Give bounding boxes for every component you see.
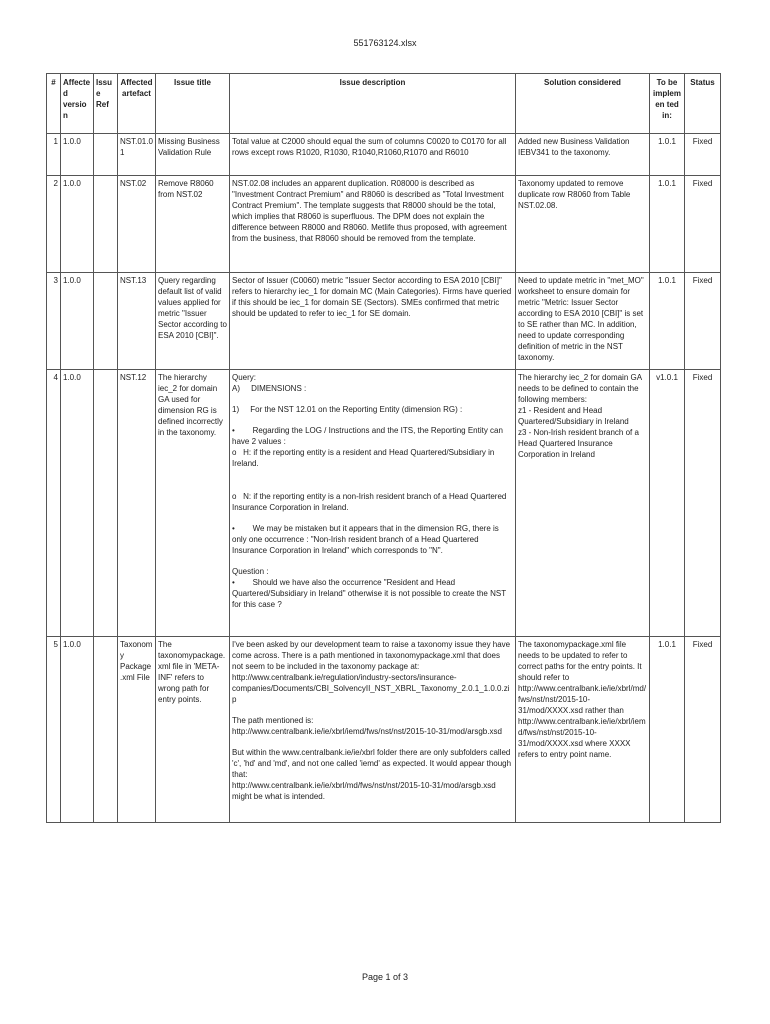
description-paragraph: o H: if the reporting entity is a resident and Head Quartered/Subsidiary in Ireland. <box>232 448 497 468</box>
row-artefact: NST.12 <box>118 370 156 637</box>
row-title: Query regarding default list of valid values applied for metric "Issuer Sector according to ESA 2010 [CBI]". <box>156 273 230 370</box>
row-version: 1.0.0 <box>61 370 94 637</box>
row-title: Missing Business Validation Rule <box>156 134 230 176</box>
table-row <box>47 637 721 823</box>
header-affected-version: Affected version <box>61 74 94 134</box>
row-title: Remove R8060 from NST.02 <box>156 176 230 273</box>
row-version: 1.0.0 <box>61 134 94 176</box>
row-version: 1.0.0 <box>61 273 94 370</box>
issues-table <box>46 73 721 823</box>
description-paragraph: o N: if the reporting entity is a non-Irish resident branch of a Head Quartered Insurance Corporation in Ireland. <box>232 492 509 512</box>
row-num: 5 <box>47 637 61 823</box>
description-paragraph: The path mentioned is: http://www.centralbank.ie/ie/xbrl/iemd/fws/nst/nst/2015-10-31/mod/arsgb.xsd <box>232 716 502 736</box>
table-row <box>47 273 721 370</box>
header-issue-ref: Issue Ref <box>94 74 118 134</box>
row-status: Fixed <box>685 176 721 273</box>
row-implemented: 1.0.1 <box>650 134 685 176</box>
page-number: Page 1 of 3 <box>361 972 409 982</box>
row-title: The hierarchy iec_2 for domain GA used for dimension RG is defined incorrectly in the taxonomy. <box>156 370 230 637</box>
table-row <box>47 176 721 273</box>
description-paragraph: But within the www.centralbank.ie/ie/xbrl folder there are only subfolders called 'c', 'hd' and 'md', and not one called 'iemd' as expected. It would appear though that: http://www.centralbank.ie/ie/xbrl/md/fws/nst/nst/2015-10-31/mod/arsgb.xsd might be what is intended. <box>232 748 512 801</box>
row-implemented: 1.0.1 <box>650 273 685 370</box>
header-solution-considered: Solution considered <box>516 74 650 134</box>
row-solution: Added new Business Validation IEBV341 to the taxonomy. <box>516 134 650 176</box>
description-paragraph: • Should we have also the occurrence "Resident and Head Quartered/Subsidiary in Ireland" otherwise it is not possible to create the NST for this case ? <box>232 578 509 609</box>
description-paragraph: • We may be mistaken but it appears that in the dimension RG, there is only one occurrence : "Non-Irish resident branch of a Head Quartered Insurance Corporation in Ireland" which corresponds to "N". <box>232 524 502 555</box>
header-implemented-in: To be implemen ted in: <box>650 74 685 134</box>
row-version: 1.0.0 <box>61 176 94 273</box>
description-paragraph: 1) For the NST 12.01 on the Reporting Entity (dimension RG) : <box>232 405 463 414</box>
row-issue-ref <box>94 176 118 273</box>
row-issue-ref <box>94 637 118 823</box>
row-solution: Need to update metric in "met_MO" worksheet to ensure domain for metric "Metric: Issuer Sector according to ESA 2010 [CBI]" is set to SE rather than MC. In addition, need to update corresponding definition of metric in the NST taxonomy. <box>516 273 650 370</box>
row-implemented: 1.0.1 <box>650 176 685 273</box>
table-header-row <box>47 74 721 134</box>
description-paragraph: Query: <box>232 373 257 382</box>
row-artefact: NST.02 <box>118 176 156 273</box>
description-paragraph: • Regarding the LOG / Instructions and the ITS, the Reporting Entity can have 2 values : <box>232 426 506 446</box>
row-issue-ref <box>94 273 118 370</box>
row-issue-ref <box>94 370 118 637</box>
header-affected-artefact: Affected artefact <box>118 74 156 134</box>
row-artefact: NST.13 <box>118 273 156 370</box>
row-num: 4 <box>47 370 61 637</box>
row-solution: The taxonomypackage.xml file needs to be updated to refer to correct paths for the entry points. It should refer to http://www.centralbank.ie/ie/xbrl/md/fws/nst/nst/2015-10-31/mod/XXXX.xsd rather than http://www.centralbank.ie/ie/xbrl/iemd/fws/nst/nst/2015-10-31/mod/XXXX.xsd where XXXX refers to entry point name. <box>516 637 650 823</box>
row-title: The taxonomypackage.xml file in 'META-INF' refers to wrong path for entry points. <box>156 637 230 823</box>
row-description <box>230 370 516 637</box>
header-issue-title: Issue title <box>156 74 230 134</box>
row-status: Fixed <box>685 637 721 823</box>
row-solution: The hierarchy iec_2 for domain GA needs to be defined to contain the following members: z1 - Resident and Head Quartered/Subsidiary in Ireland z3 - Non-Irish resident branch of a Head Quartered Insurance Corporation in Ireland <box>516 370 650 637</box>
row-description <box>230 637 516 823</box>
row-version: 1.0.0 <box>61 637 94 823</box>
description-paragraph: I've been asked by our development team to raise a taxonomy issue they have come across. There is a path mentioned in taxonomypackage.xml that does not seem to be included in the taxonomy package at: http://www.centralbank.ie/regulation/industry-sectors/insurance-companies/Documents/CBI_SolvencyII_NST_XBRL_Taxonomy_2.0.1_1.0.0.zip <box>232 640 511 704</box>
document-title: 551763124.xlsx <box>353 38 417 48</box>
row-artefact: NST.01.01 <box>118 134 156 176</box>
description-paragraph: A) DIMENSIONS : <box>232 384 307 393</box>
row-description: NST.02.08 includes an apparent duplication. R08000 is described as "Investment Contract Premium" and R8060 is described as "Total Investment Contract Premium". The template suggests that R8000 should be the total, which implies that R8060 is superfluous. The DPM does not explain the difference between R8000 and R8060. Metlife thus proposed, with agreement from the business, that R8060 should be removed from the template. <box>230 176 516 273</box>
row-implemented: v1.0.1 <box>650 370 685 637</box>
header-status: Status <box>685 74 721 134</box>
header-num: # <box>47 74 61 134</box>
row-issue-ref <box>94 134 118 176</box>
table-row <box>47 134 721 176</box>
row-num: 2 <box>47 176 61 273</box>
header-issue-description: Issue description <box>230 74 516 134</box>
table-row <box>47 370 721 637</box>
row-implemented: 1.0.1 <box>650 637 685 823</box>
row-num: 1 <box>47 134 61 176</box>
row-description: Total value at C2000 should equal the sum of columns C0020 to C0170 for all rows except rows R1020, R1030, R1040,R1060,R1070 and R6010 <box>230 134 516 176</box>
description-paragraph: Question : <box>232 567 269 576</box>
row-status: Fixed <box>685 273 721 370</box>
row-description: Sector of Issuer (C0060) metric "Issuer Sector according to ESA 2010 [CBI]" refers to hierarchy iec_1 for domain MC (Main Categories). Firms have queried if this should be iec_1 for domain SE (Sectors). SMEs confirmed that metric should be updated to refer to iec_1 for SE domain. <box>230 273 516 370</box>
row-solution: Taxonomy updated to remove duplicate row R8060 from Table NST.02.08. <box>516 176 650 273</box>
row-status: Fixed <box>685 370 721 637</box>
row-status: Fixed <box>685 134 721 176</box>
row-artefact: Taxonomy Package.xml File <box>118 637 156 823</box>
row-num: 3 <box>47 273 61 370</box>
